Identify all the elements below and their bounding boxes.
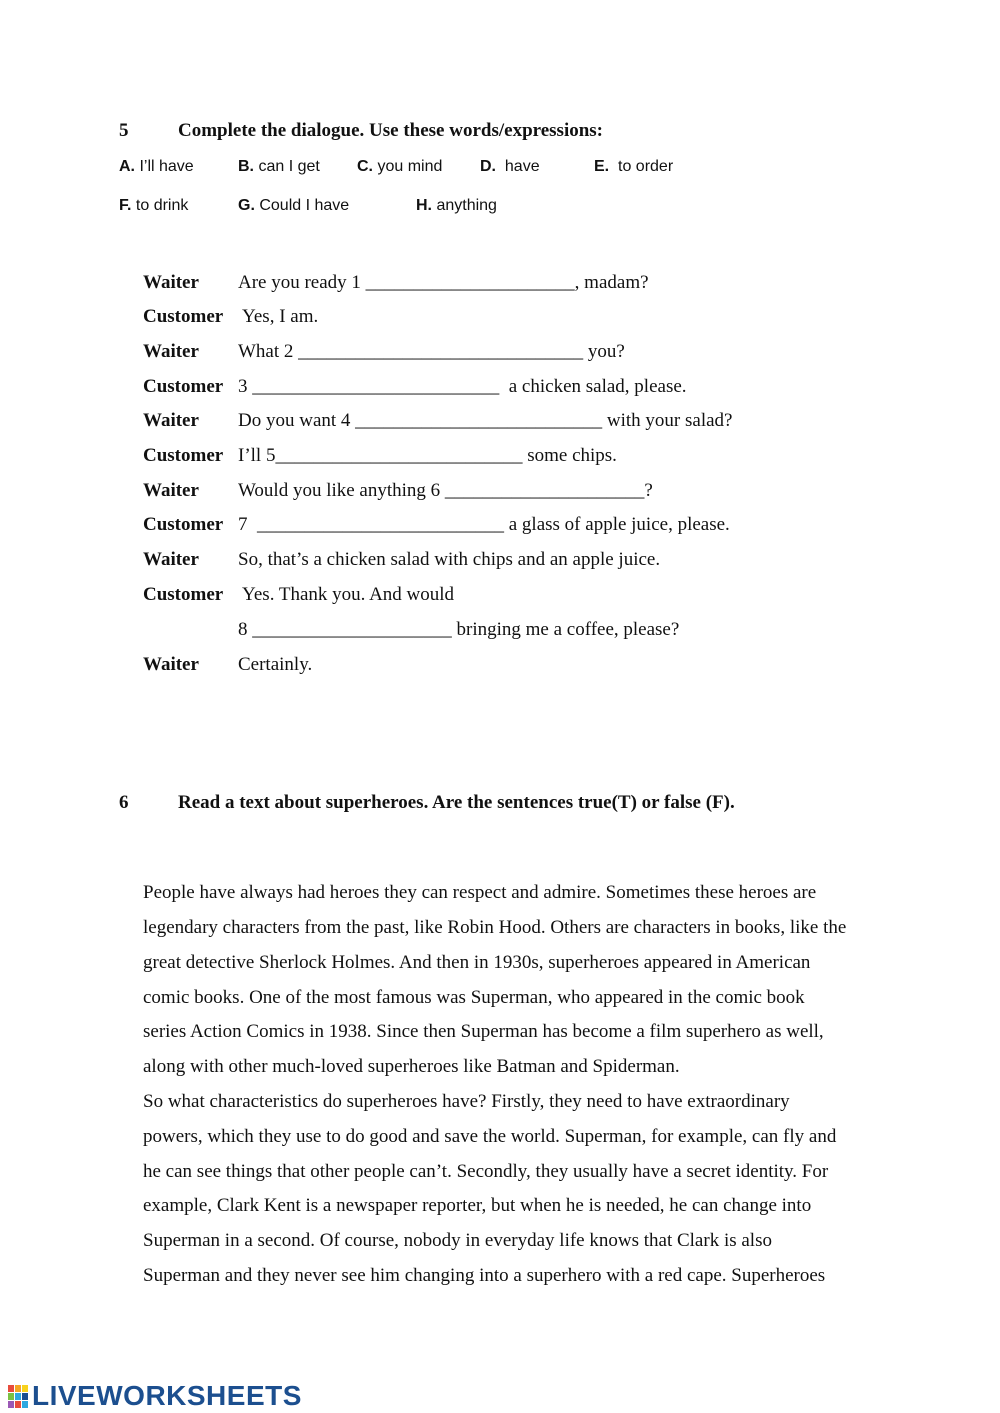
dialogue-speaker: Waiter [143, 272, 199, 293]
dialogue-line: What 2 ______________________________ you? [238, 341, 625, 362]
paragraph-line: Superman and they never see him changing into a superhero with a red cape. Superheroes [143, 1265, 826, 1286]
exercise-5-instruction: Complete the dialogue. Use these words/expressions: [178, 120, 604, 141]
option-e: E. to order [594, 158, 674, 175]
exercise-5-number: 5 [119, 120, 129, 141]
dialogue-speaker: Waiter [143, 654, 199, 675]
dialogue-line: Do you want 4 __________________________ with your salad? [238, 410, 733, 431]
logo-cell [8, 1385, 14, 1392]
dialogue-speaker: Customer [143, 584, 224, 605]
dialogue-speaker: Waiter [143, 549, 199, 570]
dialogue-speaker: Customer [143, 306, 224, 327]
dialogue-line: 3 __________________________ a chicken salad, please. [238, 376, 687, 397]
paragraph-line: So what characteristics do superheroes have? Firstly, they need to have extraordinary [143, 1091, 790, 1112]
option-g: G. Could I have [238, 197, 350, 214]
paragraph-line: along with other much-loved superheroes like Batman and Spiderman. [143, 1056, 680, 1077]
dialogue-line: 7 __________________________ a glass of apple juice, please. [238, 514, 730, 535]
logo-cell [8, 1401, 14, 1408]
paragraph-line: People have always had heroes they can respect and admire. Sometimes these heroes are [143, 882, 817, 903]
dialogue-speaker: Waiter [143, 341, 199, 362]
dialogue-speaker: Customer [143, 445, 224, 466]
dialogue-line: 8 _____________________ bringing me a coffee, please? [238, 619, 680, 640]
exercise-6-instruction: Read a text about superheroes. Are the sentences true(T) or false (F). [178, 792, 735, 813]
logo-cell [22, 1385, 28, 1392]
paragraph-line: Superman in a second. Of course, nobody in everyday life knows that Clark is also [143, 1230, 772, 1251]
logo-cell [22, 1393, 28, 1400]
logo-text: LIVEWORKSHEETS [32, 1380, 302, 1411]
logo-cell [8, 1393, 14, 1400]
exercise-6-number: 6 [119, 792, 129, 813]
dialogue-line: Are you ready 1 ______________________, madam? [238, 272, 649, 293]
dialogue-speaker: Waiter [143, 480, 199, 501]
dialogue-line: Would you like anything 6 _____________________? [238, 480, 653, 501]
dialogue-line: Certainly. [238, 654, 313, 675]
liveworksheets-logo[interactable] [8, 1379, 302, 1413]
paragraph-line: example, Clark Kent is a newspaper reporter, but when he is needed, he can change into [143, 1195, 812, 1216]
paragraph-line: he can see things that other people can’t. Secondly, they usually have a secret identity. For [143, 1161, 829, 1182]
option-d: D. have [480, 158, 540, 175]
dialogue-line: Yes. Thank you. And would [238, 584, 455, 605]
dialogue-line: I’ll 5__________________________ some chips. [238, 445, 617, 466]
logo-cell [15, 1401, 21, 1408]
paragraph-line: powers, which they use to do good and save the world. Superman, for example, can fly and [143, 1126, 837, 1147]
option-f: F. to drink [119, 197, 189, 214]
paragraph-line: series Action Comics in 1938. Since then Superman has become a film superhero as well, [143, 1021, 824, 1042]
logo-cell [22, 1401, 28, 1408]
dialogue-speaker: Waiter [143, 410, 199, 431]
option-c: C. you mind [357, 158, 443, 175]
logo-icon [8, 1385, 28, 1408]
dialogue-line: Yes, I am. [238, 306, 319, 327]
dialogue-speaker: Customer [143, 514, 224, 535]
paragraph-line: legendary characters from the past, like Robin Hood. Others are characters in books, like the [143, 917, 847, 938]
option-a: A. I’ll have [119, 158, 194, 175]
option-h: H. anything [416, 197, 497, 214]
dialogue-line: So, that’s a chicken salad with chips and an apple juice. [238, 549, 661, 570]
paragraph-line: comic books. One of the most famous was Superman, who appeared in the comic book [143, 987, 805, 1008]
logo-cell [15, 1385, 21, 1392]
logo-cell [15, 1393, 21, 1400]
paragraph-line: great detective Sherlock Holmes. And then in 1930s, superheroes appeared in American [143, 952, 811, 973]
option-b: B. can I get [238, 158, 320, 175]
dialogue-speaker: Customer [143, 376, 224, 397]
